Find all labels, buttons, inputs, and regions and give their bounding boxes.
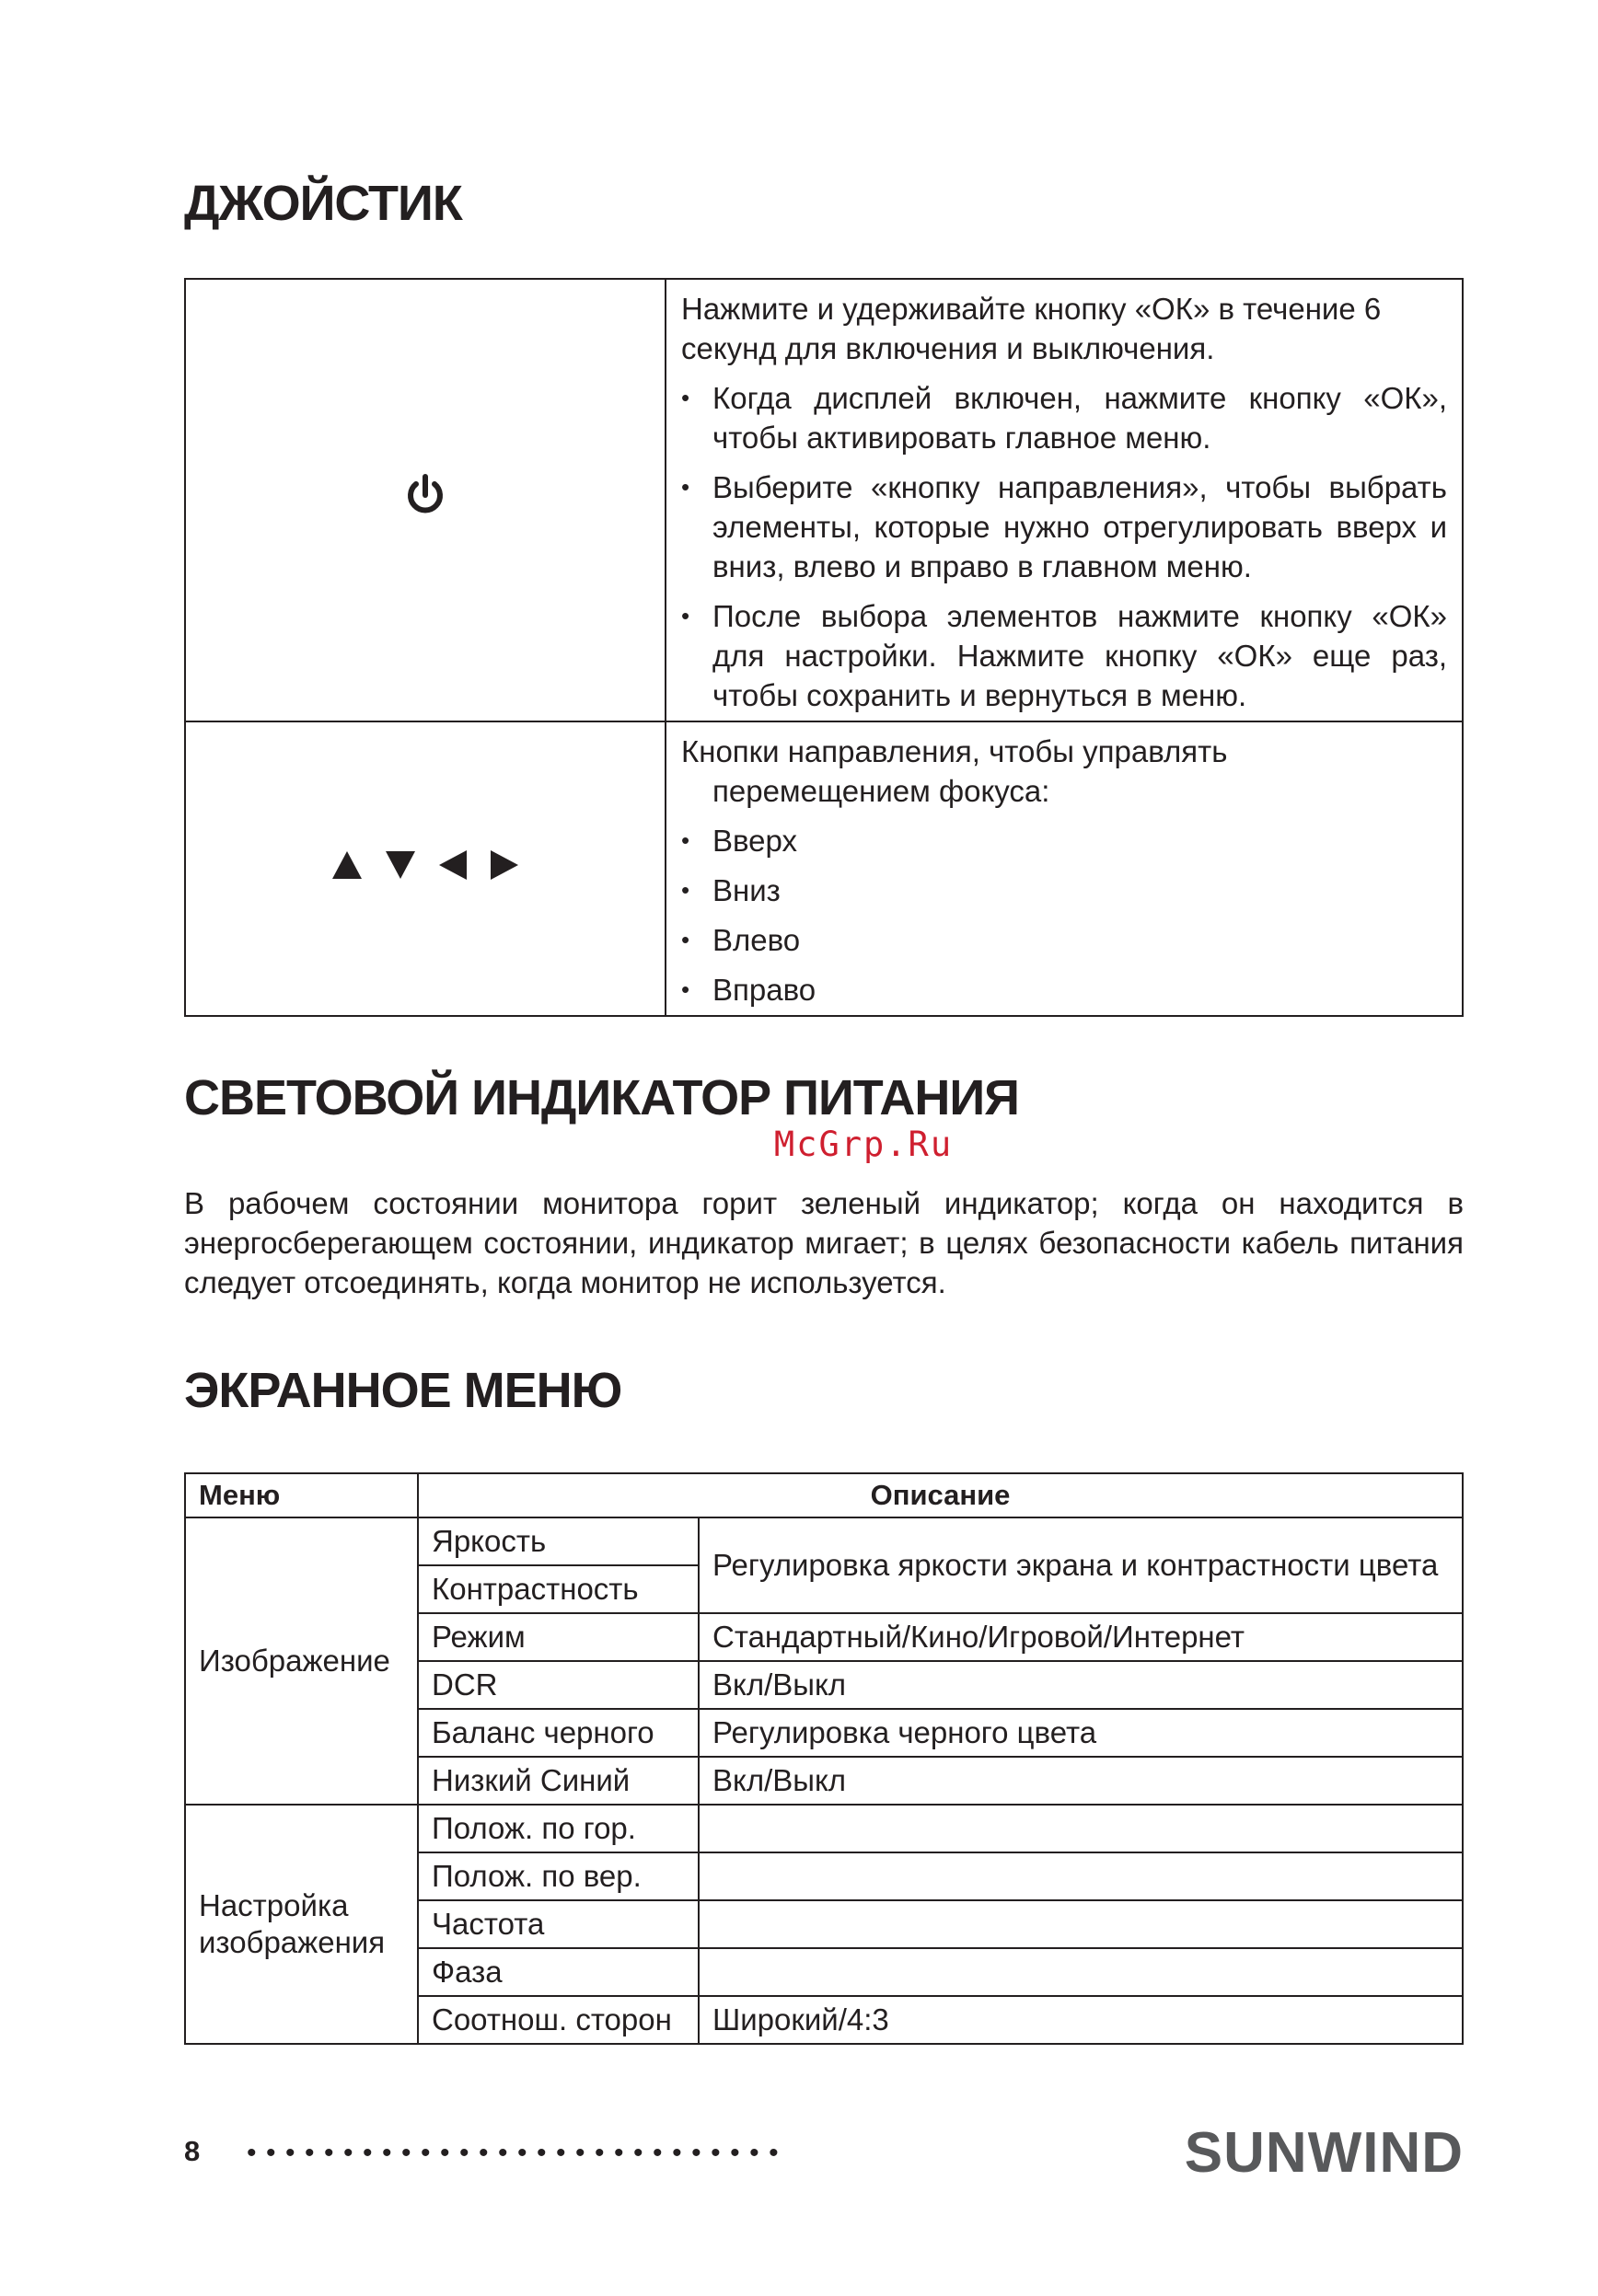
brand-logo: SUNWIND (1184, 2121, 1464, 2185)
joystick-table (184, 278, 1464, 1017)
bullet-item: • После выбора элементов нажмите кнопку «ОК» для настройки. Нажмите кнопку «ОК» еще раз, чтобы сохранить и вернуться в меню. (681, 596, 1447, 715)
menu-desc-cell: Регулировка яркости экрана и контрастности цвета (699, 1517, 1463, 1613)
table-row (185, 1517, 1463, 1565)
footer-dots: •••••••••••••••••••••••••••• (247, 2138, 789, 2168)
joystick-icon-cell (185, 279, 666, 721)
menu-item-cell: Соотнош. сторон (418, 1996, 699, 2044)
menu-desc-cell: Стандартный/Кино/Игровой/Интернет (699, 1613, 1463, 1661)
menu-desc-cell: Широкий/4:3 (699, 1996, 1463, 2044)
header-menu: Меню (185, 1473, 418, 1517)
menu-desc-cell: Вкл/Выкл (699, 1661, 1463, 1709)
menu-group-cell: Настройка изображения (185, 1805, 418, 2044)
menu-desc-cell (699, 1900, 1463, 1948)
bullet-item: • Выберите «кнопку направления», чтобы выбрать элементы, которые нужно отрегулировать вверх и вниз, влево и вправо в главном меню. (681, 467, 1447, 586)
section-title-power-indicator: СВЕТОВОЙ ИНДИКАТОР ПИТАНИЯ (184, 1070, 1019, 1125)
joystick-arrows-cell (185, 721, 666, 1016)
menu-desc-cell (699, 1948, 1463, 1996)
menu-desc-cell (699, 1852, 1463, 1900)
joystick-power-bullets (681, 378, 1447, 715)
menu-item-cell: Низкий Синий (418, 1757, 699, 1805)
section-title-osd: ЭКРАННОЕ МЕНЮ (184, 1363, 622, 1418)
arrow-left-icon (437, 848, 469, 882)
table-header-row (185, 1473, 1463, 1517)
menu-item-cell: DCR (418, 1661, 699, 1709)
power-indicator-paragraph: В рабочем состоянии монитора горит зеленый индикатор; когда он находится в энергосберегающем состоянии, индикатор мигает; в целях безопасности кабель питания следует отсоединять, когда монитор не используется. (184, 1186, 1464, 1299)
menu-item-cell: Частота (418, 1900, 699, 1948)
arrow-up-icon (330, 849, 364, 881)
joystick-power-lead: Нажмите и удерживайте кнопку «ОК» в течение 6 секунд для включения и выключения. (681, 292, 1382, 365)
joystick-directions-description (666, 721, 1463, 1016)
arrow-right-icon (489, 848, 520, 882)
joystick-directions-lead: Кнопки направления, чтобы управлять перемещением фокуса: (681, 734, 1228, 808)
watermark: McGrp.Ru (773, 1125, 954, 1164)
menu-item-cell: Баланс черного (418, 1709, 699, 1757)
joystick-direction-bullets (681, 821, 1447, 1010)
arrow-down-icon (384, 849, 417, 881)
section-title-joystick: ДЖОЙСТИК (184, 176, 462, 231)
bullet-item: • Когда дисплей включен, нажмите кнопку «ОК», чтобы активировать главное меню. (681, 378, 1447, 457)
bullet-item: • Влево (681, 920, 1447, 960)
power-icon (403, 473, 447, 519)
joystick-row-directions (185, 721, 1463, 1016)
menu-item-cell: Контрастность (418, 1565, 699, 1613)
menu-item-cell: Фаза (418, 1948, 699, 1996)
bullet-item: • Вверх (681, 821, 1447, 860)
table-row (185, 1805, 1463, 1852)
menu-desc-cell (699, 1805, 1463, 1852)
menu-group-cell: Изображение (185, 1517, 418, 1805)
page-number: 8 (184, 2135, 201, 2167)
menu-desc-cell: Регулировка черного цвета (699, 1709, 1463, 1757)
bullet-item: • Вниз (681, 871, 1447, 910)
menu-item-cell: Режим (418, 1613, 699, 1661)
menu-item-cell: Яркость (418, 1517, 699, 1565)
menu-item-cell: Полож. по вер. (418, 1852, 699, 1900)
menu-item-cell: Полож. по гор. (418, 1805, 699, 1852)
page-footer (184, 2121, 1464, 2185)
menu-desc-cell: Вкл/Выкл (699, 1757, 1463, 1805)
osd-menu-table (184, 1472, 1464, 2045)
joystick-row-power (185, 279, 1463, 721)
direction-arrows (330, 848, 520, 882)
joystick-power-description (666, 279, 1463, 721)
bullet-item: • Вправо (681, 970, 1447, 1010)
header-description: Описание (418, 1473, 1463, 1517)
